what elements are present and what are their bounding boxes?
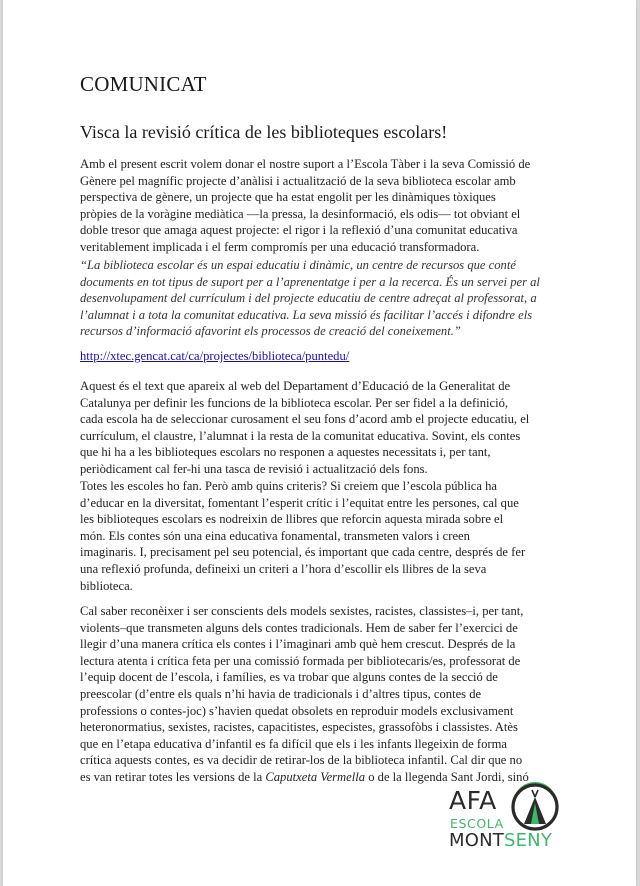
logo-seny-text: SENY [503, 830, 553, 851]
text-line: món. Els contes són una eina educativa fonamental, transmeten valors i creen [80, 528, 470, 543]
text-line: crítica aquests contes, es va decidir de retirar-los de la biblioteca infantil. Cal dir que no [80, 753, 523, 768]
text-line: currículum, el claustre, l’alumnat i la resta de la comunitat educativa. Sovint, els contes [80, 428, 521, 443]
logo-montseny-text [449, 830, 552, 851]
document-title: COMUNICAT [80, 72, 207, 96]
text-line: Catalunya per definir les funcions de la biblioteca escolar. Per ser fidel a la definició, [80, 395, 509, 410]
text-line: perspectiva de gènere, un projecte que ha estat engolit per les dinàmiques tòxiques [80, 190, 496, 205]
logo-escola-text: ESCOLA [450, 816, 504, 831]
document-page [3, 0, 636, 886]
xtec-link[interactable]: http://xtec.gencat.cat/ca/projectes/biblioteca/puntedu/ [80, 349, 350, 363]
text-line: imaginaris. I, precisament pel seu potencial, és important que cada centre, després de fer [80, 545, 526, 560]
text-line: preescolar (d’entre els quals n’hi havia de tradicionals i d’altres tipus, contes de [80, 686, 482, 701]
text-line: violents–que transmeten alguns dels contes tradicionals. Hem de saber fer l’exercici de [80, 620, 518, 635]
tent-in-circle-icon [509, 780, 561, 832]
text-line: recursos d’informació afavorint els processos de creació del coneixement.” [80, 324, 461, 339]
text-line: periòdicament cal fer-hi una tasca de revisió i actualització dels fons. [80, 461, 428, 476]
book-title-italic: Caputxeta Vermella [265, 769, 366, 784]
text-line: cada escola ha de seleccionar curosament el seu fons d’acord amb el projecte educatiu, el [80, 412, 530, 427]
text-line: heteronormatius, sexistes, racistes, capacitistes, especistes, grassofòbs i classistes. Atès [80, 720, 518, 735]
text-line: lectura atenta i crítica feta per una comissió formada per bibliotecaris/es, professorat de [80, 653, 521, 668]
text-line: Aquest és el text que apareix al web del Departament d’Educació de la Generalitat de [80, 379, 511, 393]
text-line: desenvolupament del currículum i del projecte educatiu de centre adreçat al professorat, a [80, 291, 537, 306]
paragraph-definition [80, 378, 529, 478]
text-line: llegir d’una manera crítica els contes i l’imaginari amb què hem crescut. Després de la [80, 637, 516, 652]
paragraph-quote [80, 257, 540, 340]
text-fragment: es van retirar totes les versions de la [80, 769, 266, 784]
text-line: pròpies de la voràgine mediàtica —la pressa, la desinformació, els odis— tot obviant el [80, 206, 521, 221]
paragraph-criteria [80, 478, 525, 594]
text-line: Cal saber reconèixer i ser conscients dels models sexistes, racistes, classistes–i, per tant, [80, 604, 524, 618]
text-line: veritablement implicada i el ferm compromís per una educació transformadora. [80, 239, 480, 254]
text-line: “La biblioteca escolar és un espai educatiu i dinàmic, un centre de recursos que conté [80, 258, 516, 272]
text-line: l’equip docent de l’escola, i famílies, es va trobar que alguns contes de la secció de [80, 670, 498, 685]
text-line: Gènere pel magnífic projecte d’anàlisi i actualització de la seva biblioteca escolar amb [80, 173, 516, 188]
document-subtitle: Visca la revisió crítica de les biblioteques escolars! [80, 122, 448, 142]
text-line: que hi ha a les biblioteques escolars no responen a aquestes necessitats i, per tant, [80, 445, 491, 460]
logo-mont-text: MONT [449, 830, 504, 851]
logo-afa-text: AFA [449, 786, 497, 815]
text-line: que en l’etapa educativa d’infantil es fa difícil que els i les infants llegeixin de forma [80, 736, 507, 751]
text-line: documents en tot tipus de suport per a l’aprenentatge i per a la recerca. És un servei per al [80, 274, 540, 289]
text-line: l’alumnat i a tota la comunitat educativa. La seva missió és facilitar l’accés i difondre els [80, 307, 533, 322]
paragraph-intro [80, 156, 530, 256]
text-line: Totes les escoles ho fan. Però amb quins criteris? Si creiem que l’escola pública ha [80, 479, 498, 493]
text-fragment: o de la llegenda Sant Jordi, sinó [365, 769, 529, 784]
text-line: d’educar en la diversitat, fomentant l’esperit crític i l’equitat entre les persones, cal que [80, 495, 519, 510]
text-line: professions o contes-joc) s’havien quedat obsolets en reproduir models exclusivament [80, 703, 514, 718]
text-line: les biblioteques escolars es nodreixin de llibres que reforcin aquesta mirada sobre el [80, 512, 504, 527]
text-line: doble tresor que amaga aquest projecte: el rigor i la reflexió d’una comunitat educativa [80, 223, 518, 238]
text-line: Amb el present escrit volem donar el nostre suport a l’Escola Tàber i la seva Comissió de [80, 157, 531, 171]
paragraph-models [80, 603, 529, 786]
text-line: una reflexió profunda, defineixi un criteri a l’hora d’escollir els llibres de la seva [80, 561, 487, 576]
afa-escola-montseny-logo [449, 780, 569, 852]
text-line: biblioteca. [80, 578, 133, 593]
